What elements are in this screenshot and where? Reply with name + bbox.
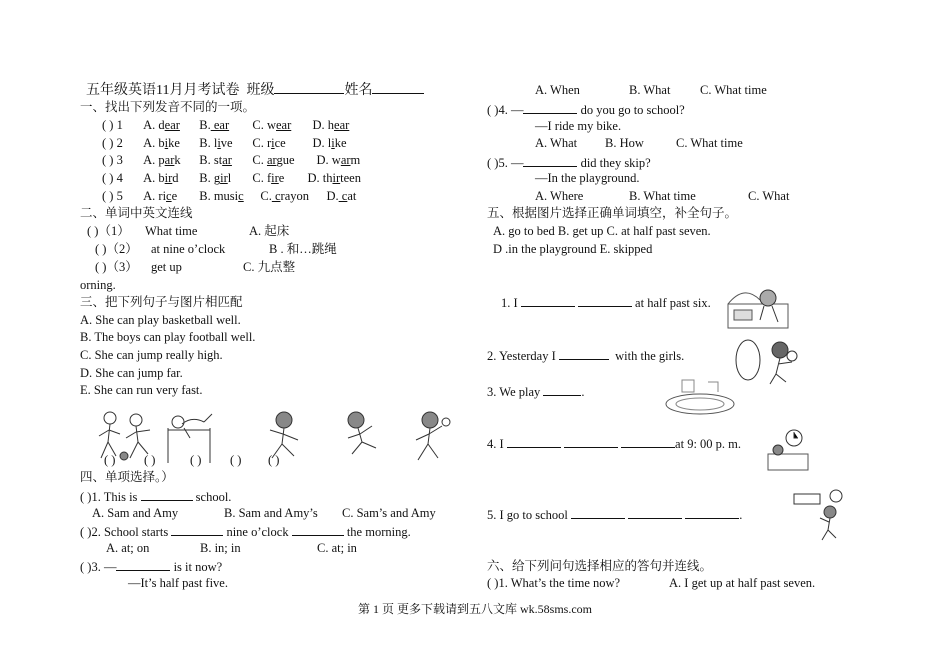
stray-fragment: orning. [80,278,116,292]
answer-blank[interactable] [578,294,632,307]
answer-blank[interactable] [141,488,193,501]
answer-blank[interactable] [628,506,682,519]
section5-heading: 五、根据图片选择正确单词填空，补全句子。 [487,206,738,220]
answer-blank[interactable] [523,154,577,167]
question-answer-row: ( )1. What’s the time now? A. I get up at half past seven. [487,576,816,590]
question: ( )2. School starts nine o’clock the morning. [80,525,411,539]
skipping-picture [732,336,800,386]
answer-blank[interactable] [559,347,609,360]
phonics-row: ( ) 5 A. rice B. music C. crayon D. cat [102,189,357,203]
section2-heading: 二、单词中英文连线 [80,206,193,220]
get-up-picture [724,282,796,336]
fill-sentence: 5. I go to school . [487,508,743,522]
phonics-row: ( ) 2 A. bike B. live C. rice D. like [102,136,347,150]
answer-blank[interactable] [521,294,575,307]
sentence-item: C. She can jump really high. [80,348,223,362]
question: ( )4. — do you go to school? [487,103,685,117]
picture-answer-blank[interactable]: ( ) [190,453,202,467]
school-picture [790,488,846,542]
answer-line: —In the playground. [535,171,640,185]
sentence-item: B. The boys can play football well. [80,330,256,344]
word-bank-row: A. go to bed B. get up C. at half past seven. [493,224,711,238]
section3-heading: 三、把下列句子与图片相匹配 [80,295,243,309]
word-bank-row: D .in the playground E. skipped [493,242,653,256]
answer-blank[interactable] [571,506,625,519]
fill-sentence: 3. We play . [487,385,585,399]
sentence-item: E. She can run very fast. [80,383,203,397]
picture-answer-blank[interactable]: ( ) [230,453,242,467]
section4-heading: 四、单项选择。） [80,470,174,484]
answer-line: —It’s half past five. [128,576,228,590]
picture-answer-blank[interactable]: ( ) [104,453,116,467]
answer-line: —I ride my bike. [535,119,622,133]
answer-blank[interactable] [564,435,618,448]
class-blank[interactable] [274,81,344,94]
name-blank[interactable] [372,81,424,94]
match-row: ( )（3） get up C. 九点整 [95,260,296,274]
options: A. When B. What C. What time [535,83,767,97]
options: A. at; on B. in; in C. at; in [106,541,357,555]
sentence-item: D. She can jump far. [80,366,183,380]
answer-blank[interactable] [507,435,561,448]
picture-answer-blank[interactable]: ( ) [144,453,156,467]
long-jump-girl-picture [338,408,386,464]
fill-sentence: 4. I at 9: 00 p. m. [487,437,742,451]
sentence-item: A. She can play basketball well. [80,313,241,327]
page-footer: 第 1 页 更多下载请到五八文库 wk.58sms.com [357,602,592,616]
exam-title: 五年级英语11月月考试卷 班级 姓名 [86,81,424,98]
phonics-row: ( ) 1 A. dear B. ear C. wear D. hear [102,118,350,132]
section1-heading: 一、找出下列发音不同的一项。 [80,100,256,114]
playground-picture [660,378,742,418]
answer-blank[interactable] [292,523,344,536]
fill-sentence: 2. Yesterday I with the girls. [487,349,685,363]
options: A. What B. How C. What time [535,136,743,150]
answer-blank[interactable] [543,383,581,396]
bedtime-picture [764,424,814,474]
answer-blank[interactable] [523,101,577,114]
basketball-girl-picture [406,408,456,464]
answer-blank[interactable] [171,523,223,536]
section6-heading: 六、给下列问句选择相应的答句并连线。 [487,559,713,573]
question: ( )1. This is school. [80,490,232,504]
phonics-row: ( ) 4 A. bird B. girl C. fire D. thirteen [102,171,361,185]
question: ( )3. — is it now? [80,560,223,574]
answer-blank[interactable] [685,506,739,519]
picture-answer-blank[interactable]: ( ) [268,453,280,467]
high-jump-picture [160,408,218,464]
phonics-row: ( ) 3 A. park B. star C. argue D. warm [102,153,361,167]
answer-blank[interactable] [116,558,170,571]
answer-blank[interactable] [621,435,675,448]
match-row: ( )（2） at nine o’clock B . 和…跳绳 [95,242,337,256]
fill-sentence: 1. I at half past six. [501,296,711,310]
match-row: ( )（1） What time A. 起床 [87,224,290,238]
options: A. Where B. What time C. What [535,189,790,203]
question: ( )5. — did they skip? [487,156,651,170]
options: A. Sam and Amy B. Sam and Amy’s C. Sam’s and Amy [92,506,436,520]
